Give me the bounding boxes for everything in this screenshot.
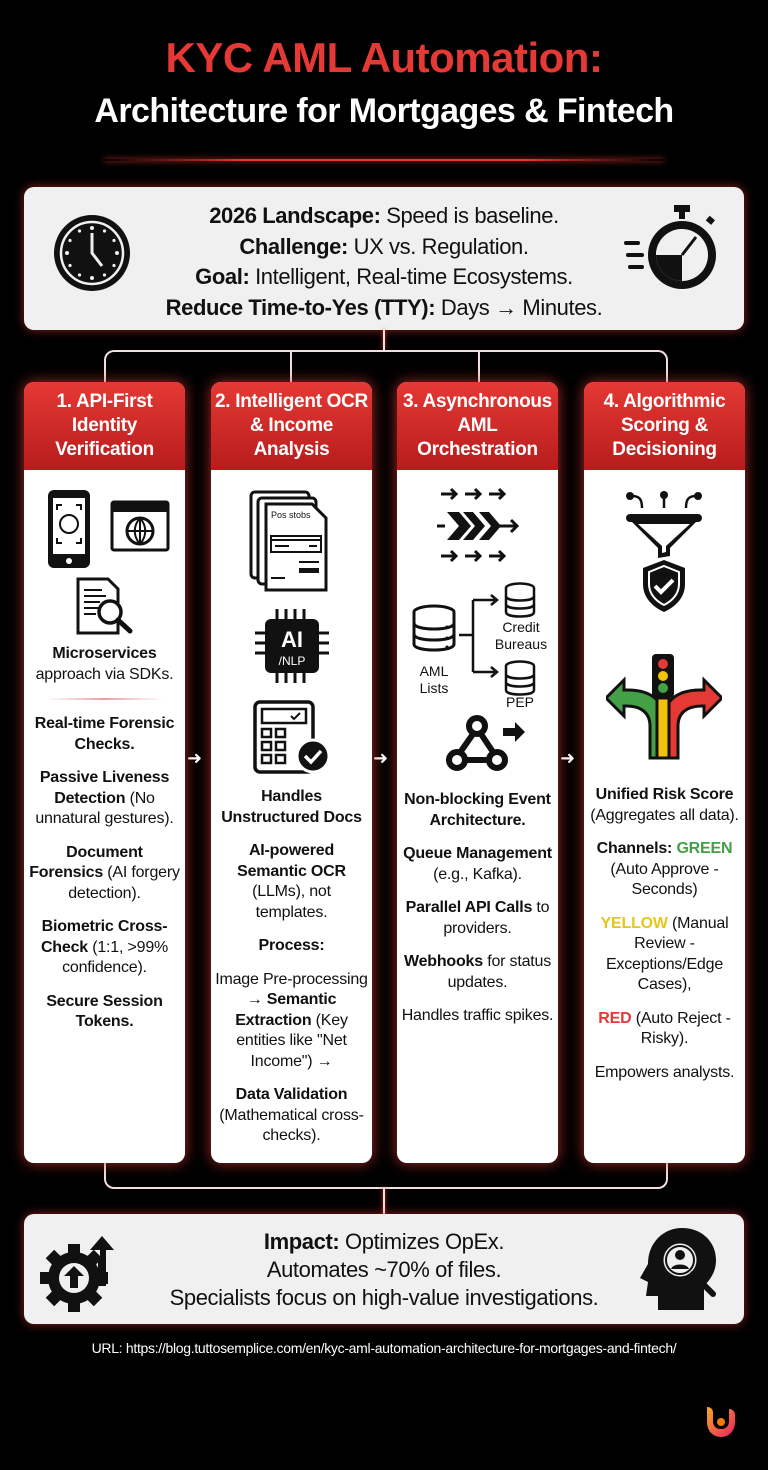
channel-green-label: GREEN bbox=[676, 840, 733, 857]
column-paragraph bbox=[28, 768, 181, 830]
column-paragraph bbox=[588, 914, 741, 996]
aml-lists-label: AML Lists bbox=[419, 663, 449, 696]
flow-arrow-icon: ➜ bbox=[187, 748, 203, 768]
bold-text: Passive Liveness Detection bbox=[39, 769, 170, 807]
column-paragraph bbox=[588, 1009, 741, 1050]
body-text: (No unnatural gestures). bbox=[35, 789, 174, 827]
browser-globe-icon bbox=[110, 500, 170, 552]
bold-text: AI-powered Semantic OCR bbox=[237, 842, 346, 880]
svg-text:Pos stobs: Pos stobs bbox=[271, 510, 311, 520]
body-text: (AI forgery detection). bbox=[68, 864, 180, 902]
column-paragraph bbox=[215, 841, 368, 923]
section-divider bbox=[46, 698, 163, 700]
column-paragraph bbox=[401, 1006, 554, 1027]
bold-text: Process: bbox=[258, 937, 325, 954]
column-paragraph bbox=[401, 898, 554, 939]
column-paragraph bbox=[588, 785, 741, 826]
column-body bbox=[588, 785, 741, 1096]
body-text: Handles traffic spikes. bbox=[401, 1007, 554, 1024]
column-paragraph bbox=[28, 917, 181, 979]
column-body bbox=[215, 787, 368, 1160]
funnel-icon bbox=[624, 490, 704, 558]
body-text: (Auto Reject - Risky). bbox=[631, 1009, 731, 1047]
column-scoring-decisioning bbox=[584, 382, 745, 1163]
column-body bbox=[28, 644, 181, 1046]
title-divider bbox=[104, 159, 664, 161]
brand-logo-icon bbox=[704, 1404, 738, 1438]
body-text: (Aggregates all data). bbox=[590, 806, 739, 824]
column-paragraph bbox=[215, 1085, 368, 1147]
body-text: (Key entities like "Net Income") → bbox=[236, 1011, 348, 1070]
impact-text: Impact: Optimizes OpEx. Automates ~70% of files. Specialists focus on high-value investigations. bbox=[169, 1229, 599, 1310]
bold-text: Microservices bbox=[52, 645, 157, 662]
landscape-box bbox=[24, 187, 744, 330]
credit-bureaus-label: Credit Bureaus bbox=[494, 619, 548, 652]
column-paragraph bbox=[28, 644, 181, 685]
body-text: (Auto Approve - Seconds) bbox=[610, 860, 719, 898]
body-text: for status updates. bbox=[447, 953, 552, 991]
database-icon bbox=[503, 660, 537, 696]
body-text: (Manual Review - Exceptions/Edge Cases), bbox=[605, 914, 729, 993]
bold-text: Non-blocking Event Architecture. bbox=[404, 791, 551, 829]
landscape-text: 2026 Landscape: Speed is baseline. Challenge: UX vs. Regulation. Goal: Intelligent, Real-time Ecosystems. Reduce Time-to-Yes (TTY): Days → Minutes. bbox=[165, 203, 603, 320]
bold-text: Queue Management bbox=[403, 845, 552, 862]
connector-top bbox=[383, 330, 385, 350]
document-search-icon bbox=[74, 576, 136, 636]
bold-text: Unified Risk Score bbox=[595, 786, 734, 803]
parallel-flow-arrows-icon bbox=[437, 486, 521, 564]
column-paragraph bbox=[28, 714, 181, 755]
body-text: Image Pre-processing → bbox=[215, 970, 368, 1008]
body-text: approach via SDKs. bbox=[35, 665, 174, 683]
column-paragraph bbox=[215, 787, 368, 828]
gear-growth-icon bbox=[40, 1226, 124, 1312]
bold-text: Semantic Extraction bbox=[235, 991, 337, 1029]
bold-text: Webhooks bbox=[403, 953, 483, 970]
bold-text: Parallel API Calls bbox=[405, 899, 533, 916]
column-paragraph bbox=[28, 992, 181, 1033]
column-body bbox=[401, 790, 554, 1040]
connector-branch-inner bbox=[290, 350, 480, 382]
clock-icon bbox=[50, 211, 134, 295]
column-paragraph bbox=[401, 844, 554, 885]
channel-red-label: RED bbox=[598, 1009, 632, 1027]
column-ocr-income-analysis bbox=[211, 382, 372, 1163]
column-title: 4. Algorithmic Scoring & Decisioning bbox=[584, 382, 745, 470]
svg-text:AI: AI bbox=[281, 627, 303, 652]
webhook-icon bbox=[445, 712, 525, 774]
bold-text: Real-time Forensic Checks. bbox=[34, 715, 175, 753]
body-text: (LLMs), not templates. bbox=[252, 883, 331, 921]
column-aml-orchestration bbox=[397, 382, 558, 1163]
column-paragraph bbox=[215, 936, 368, 957]
column-paragraph bbox=[28, 843, 181, 905]
shield-check-icon bbox=[640, 558, 688, 614]
column-title: 2. Intelligent OCR & Income Analysis bbox=[211, 382, 372, 470]
body-text: (Mathematical cross-checks). bbox=[219, 1106, 364, 1144]
title-line-1: KYC AML Automation: bbox=[165, 34, 603, 81]
bold-text: Handles Unstructured Docs bbox=[221, 788, 362, 826]
impact-box bbox=[24, 1214, 744, 1324]
column-paragraph bbox=[401, 790, 554, 831]
pep-label: PEP bbox=[505, 694, 534, 710]
bold-text: Biometric Cross-Check bbox=[40, 918, 168, 956]
column-paragraph bbox=[588, 1063, 741, 1084]
column-paragraph bbox=[215, 970, 368, 1073]
column-title: 3. Asynchronous AML Orchestration bbox=[397, 382, 558, 470]
body-text: to providers. bbox=[443, 899, 550, 937]
column-title: 1. API-First Identity Verification bbox=[24, 382, 185, 470]
body-text: (1:1, >99% confidence). bbox=[62, 938, 169, 976]
connector-bottom bbox=[383, 1187, 385, 1214]
database-icon bbox=[503, 582, 537, 618]
stopwatch-icon bbox=[622, 203, 722, 293]
phone-face-id-icon bbox=[46, 488, 92, 570]
channel-yellow-label: YELLOW bbox=[600, 914, 668, 932]
bold-text: Document Forensics bbox=[29, 843, 143, 881]
svg-text:/NLP: /NLP bbox=[278, 654, 306, 668]
column-paragraph bbox=[588, 839, 741, 901]
flow-arrow-icon: ➜ bbox=[373, 748, 389, 768]
flow-arrow-icon: ➜ bbox=[560, 748, 576, 768]
calculator-check-icon bbox=[253, 700, 331, 774]
ai-chip-icon bbox=[253, 607, 331, 685]
connector-bottom-branch bbox=[104, 1163, 668, 1189]
bold-text: Data Validation bbox=[235, 1086, 348, 1103]
body-text: (e.g., Kafka). bbox=[433, 865, 522, 883]
database-icon bbox=[411, 604, 457, 652]
column-paragraph bbox=[401, 952, 554, 993]
body-text: Empowers analysts. bbox=[594, 1063, 735, 1081]
title-line-2: Architecture for Mortgages & Fintech bbox=[94, 92, 674, 130]
bold-text: Secure Session Tokens. bbox=[46, 992, 163, 1030]
head-magnifier-icon bbox=[638, 1226, 722, 1312]
documents-stack-icon bbox=[249, 490, 335, 594]
source-url: URL: https://blog.tuttosemplice.com/en/kyc-aml-automation-architecture-for-mortgages-and-fintech/ bbox=[91, 1340, 677, 1356]
bold-text: Channels: bbox=[596, 840, 673, 857]
column-identity-verification bbox=[24, 382, 185, 1163]
traffic-light-decision-icon bbox=[606, 654, 722, 760]
